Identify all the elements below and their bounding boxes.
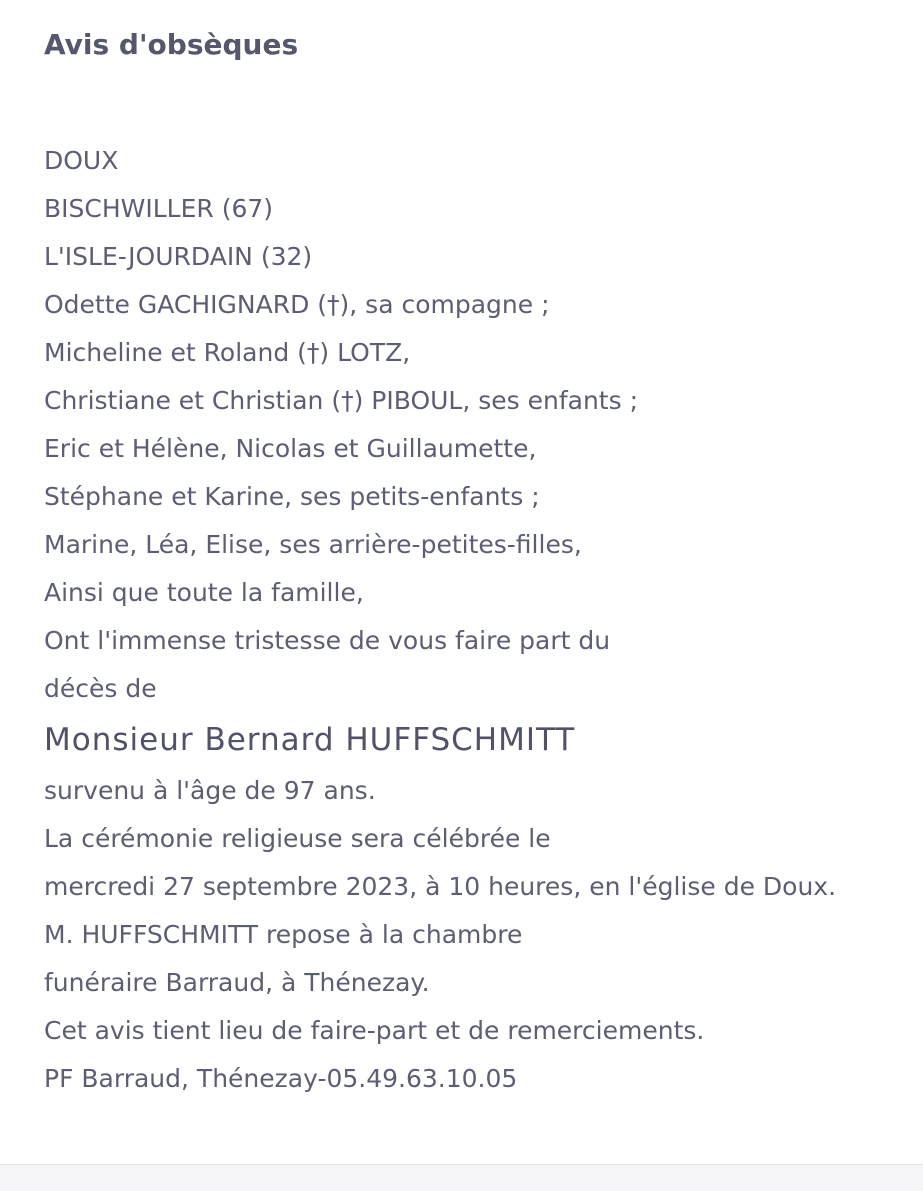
notice-line: Odette GACHIGNARD (†), sa compagne ;	[44, 290, 550, 319]
page-title: Avis d'obsèques	[44, 28, 299, 61]
notice-line: Stéphane et Karine, ses petits-enfants ;	[44, 482, 540, 511]
notice-line: Eric et Hélène, Nicolas et Guillaumette,	[44, 434, 537, 463]
notice-line: Micheline et Roland (†) LOTZ,	[44, 338, 411, 367]
notice-line: Christiane et Christian (†) PIBOUL, ses enfants ;	[44, 386, 639, 415]
deceased-name: Monsieur Bernard HUFFSCHMITT	[44, 722, 576, 758]
footer-divider	[0, 1164, 923, 1191]
notice-line: DOUX	[44, 146, 119, 175]
obituary-notice	[44, 141, 904, 1107]
notice-line: M. HUFFSCHMITT repose à la chambre	[44, 920, 523, 949]
notice-line: L'ISLE-JOURDAIN (32)	[44, 242, 313, 271]
notice-line: PF Barraud, Thénezay-05.49.63.10.05	[44, 1064, 518, 1093]
notice-line: Marine, Léa, Elise, ses arrière-petites-filles,	[44, 530, 582, 559]
notice-line: La cérémonie religieuse sera célébrée le	[44, 824, 551, 853]
notice-line: BISCHWILLER (67)	[44, 194, 274, 223]
notice-line: Ainsi que toute la famille,	[44, 578, 364, 607]
notice-line: survenu à l'âge de 97 ans.	[44, 776, 376, 805]
notice-line: Ont l'immense tristesse de vous faire part du	[44, 626, 611, 655]
notice-line: funéraire Barraud, à Thénezay.	[44, 968, 430, 997]
notice-line: décès de	[44, 674, 157, 703]
notice-line: Cet avis tient lieu de faire-part et de remerciements.	[44, 1016, 705, 1045]
notice-line: mercredi 27 septembre 2023, à 10 heures, en l'église de Doux.	[44, 872, 837, 901]
